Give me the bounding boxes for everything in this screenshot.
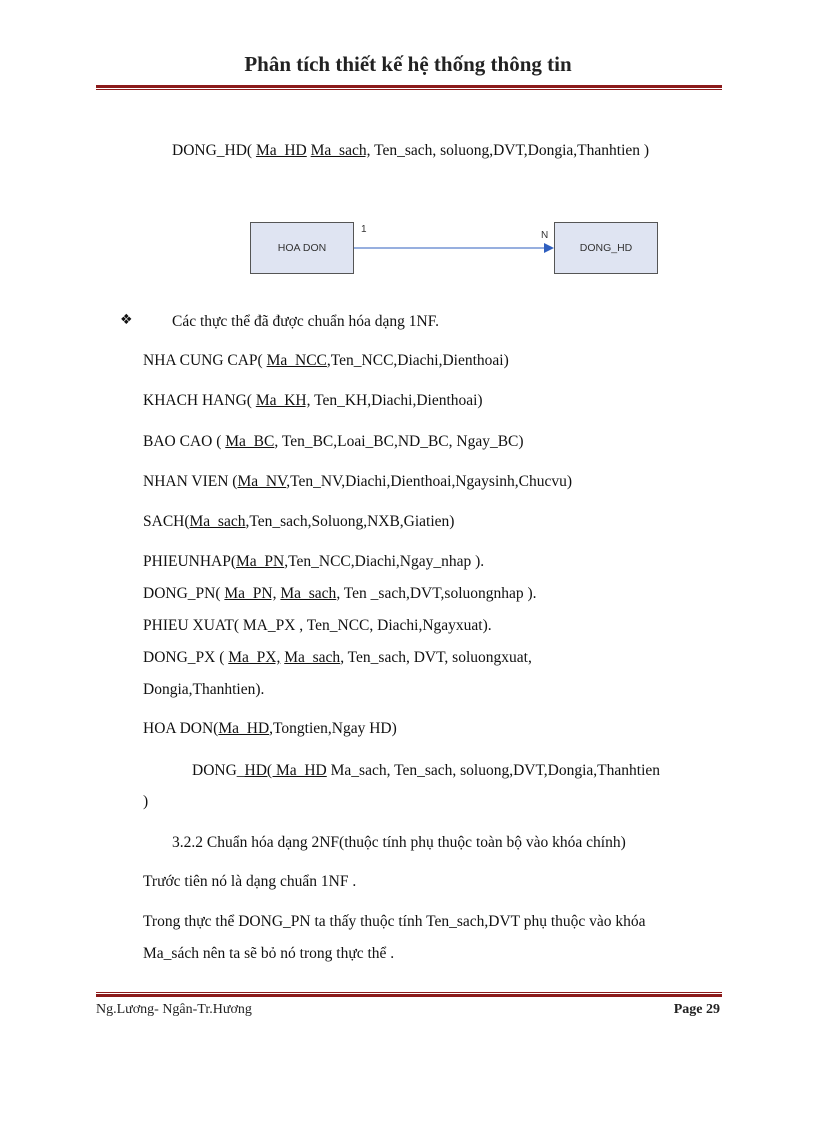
entity-sach xyxy=(143,513,454,531)
entity-attrs: ,Ten_NCC,Diachi,Ngay_nhap ). xyxy=(284,553,485,570)
entity-name: PHIEUNHAP( xyxy=(143,553,236,570)
primary-key: Ma_PX, xyxy=(228,649,281,666)
entity-bao-cao xyxy=(143,433,524,451)
entity-attrs: Ma_sach, Ten_sach, soluong,DVT,Dongia,Thanhtien xyxy=(326,762,661,779)
primary-key: Ma_sach xyxy=(280,585,337,602)
entity-name: BAO CAO ( xyxy=(143,433,226,450)
relation-prefix: DONG_HD( xyxy=(172,142,256,159)
entity-nha-cung-cap xyxy=(143,352,509,370)
entity-attrs: , Ten _sach,DVT,soluongnhap ). xyxy=(336,585,537,602)
entity-khach-hang xyxy=(143,392,483,410)
entity-dong-px-continued: Dongia,Thanhtien). xyxy=(143,681,265,698)
cardinality-many: N xyxy=(541,230,549,241)
entity-hoa-don xyxy=(143,720,397,738)
primary-key: Ma_NV xyxy=(237,473,287,490)
entity-name: SACH( xyxy=(143,513,190,530)
entity-name: DONG_PX ( xyxy=(143,649,229,666)
primary-key: Ma_NCC xyxy=(266,352,327,369)
entity-attrs: ,Ten_NCC,Diachi,Dienthoai) xyxy=(326,352,509,369)
key-ma-hd: Ma_HD xyxy=(255,142,307,159)
relation-dong-hd-top xyxy=(172,142,649,160)
primary-key: Ma_KH, xyxy=(255,392,311,409)
footer-rule xyxy=(96,992,722,997)
diamond-bullet-icon: ❖ xyxy=(120,312,133,328)
entity-name: NHAN VIEN ( xyxy=(143,473,238,490)
header-rule xyxy=(96,85,722,90)
primary-key: Ma_sach xyxy=(189,513,246,530)
entity-attrs: , Ten_sach, DVT, soluongxuat, xyxy=(340,649,532,666)
arrow-head-icon xyxy=(544,243,554,253)
primary-key: HD( Ma_HD xyxy=(244,762,327,779)
key-ma-sach: Ma_sach, xyxy=(310,142,371,159)
cardinality-one: 1 xyxy=(361,224,367,235)
primary-key: Ma_sach xyxy=(284,649,341,666)
entity-dong-px xyxy=(143,649,532,667)
page-header-title: Phân tích thiết kế hệ thống thông tin xyxy=(244,52,572,76)
entity-attrs: , Ten_BC,Loai_BC,ND_BC, Ngay_BC) xyxy=(274,433,524,450)
section-heading: 3.2.2 Chuẩn hóa dạng 2NF(thuộc tính phụ thuộc toàn bộ vào khóa chính) xyxy=(172,834,626,851)
primary-key: Ma_HD xyxy=(218,720,270,737)
paragraph-2-line-1: Trong thực thể DONG_PN ta thấy thuộc tính Ten_sach,DVT phụ thuộc vào khóa xyxy=(143,913,646,930)
entity-nhan-vien xyxy=(143,473,572,491)
paragraph-2-line-2: Ma_sách nên ta sẽ bỏ nó trong thực thể . xyxy=(143,945,395,962)
entity-name: NHA CUNG CAP( xyxy=(143,352,267,369)
entity-box-hoa-don: HOA DON xyxy=(250,222,354,274)
entity-attrs: ,Ten_NV,Diachi,Dienthoai,Ngaysinh,Chucvu) xyxy=(286,473,573,490)
page-number: Page 29 xyxy=(673,1002,720,1017)
entity-attrs: Ten_KH,Diachi,Dienthoai) xyxy=(310,392,483,409)
entity-attrs: ,Tongtien,Ngay HD) xyxy=(269,720,397,737)
primary-key: Ma_PN xyxy=(236,553,285,570)
entity-dong-hd xyxy=(192,762,660,780)
relation-rest: Ten_sach, soluong,DVT,Dongia,Thanhtien ) xyxy=(370,142,650,159)
paragraph-1: Trước tiên nó là dạng chuẩn 1NF . xyxy=(143,873,357,890)
entity-phieu-nhap xyxy=(143,553,484,571)
entity-dong-hd-continued: ) xyxy=(143,793,149,810)
bullet-text: Các thực thể đã được chuẩn hóa dạng 1NF. xyxy=(172,313,439,330)
er-diagram xyxy=(248,218,660,282)
primary-key: Ma_PN, xyxy=(224,585,277,602)
entity-dong-pn xyxy=(143,585,537,603)
entity-name: DONG_ xyxy=(192,762,245,779)
primary-key: Ma_BC xyxy=(225,433,275,450)
entity-attrs: ,Ten_sach,Soluong,NXB,Giatien) xyxy=(245,513,455,530)
entity-name: KHACH HANG( xyxy=(143,392,256,409)
entity-name: HOA DON( xyxy=(143,720,219,737)
entity-name: DONG_PN( xyxy=(143,585,225,602)
footer-authors: Ng.Lương- Ngân-Tr.Hương xyxy=(96,1002,252,1017)
entity-box-dong-hd: DONG_HD xyxy=(554,222,658,274)
entity-phieu-xuat: PHIEU XUAT( MA_PX , Ten_NCC, Diachi,Ngayxuat). xyxy=(143,617,492,634)
